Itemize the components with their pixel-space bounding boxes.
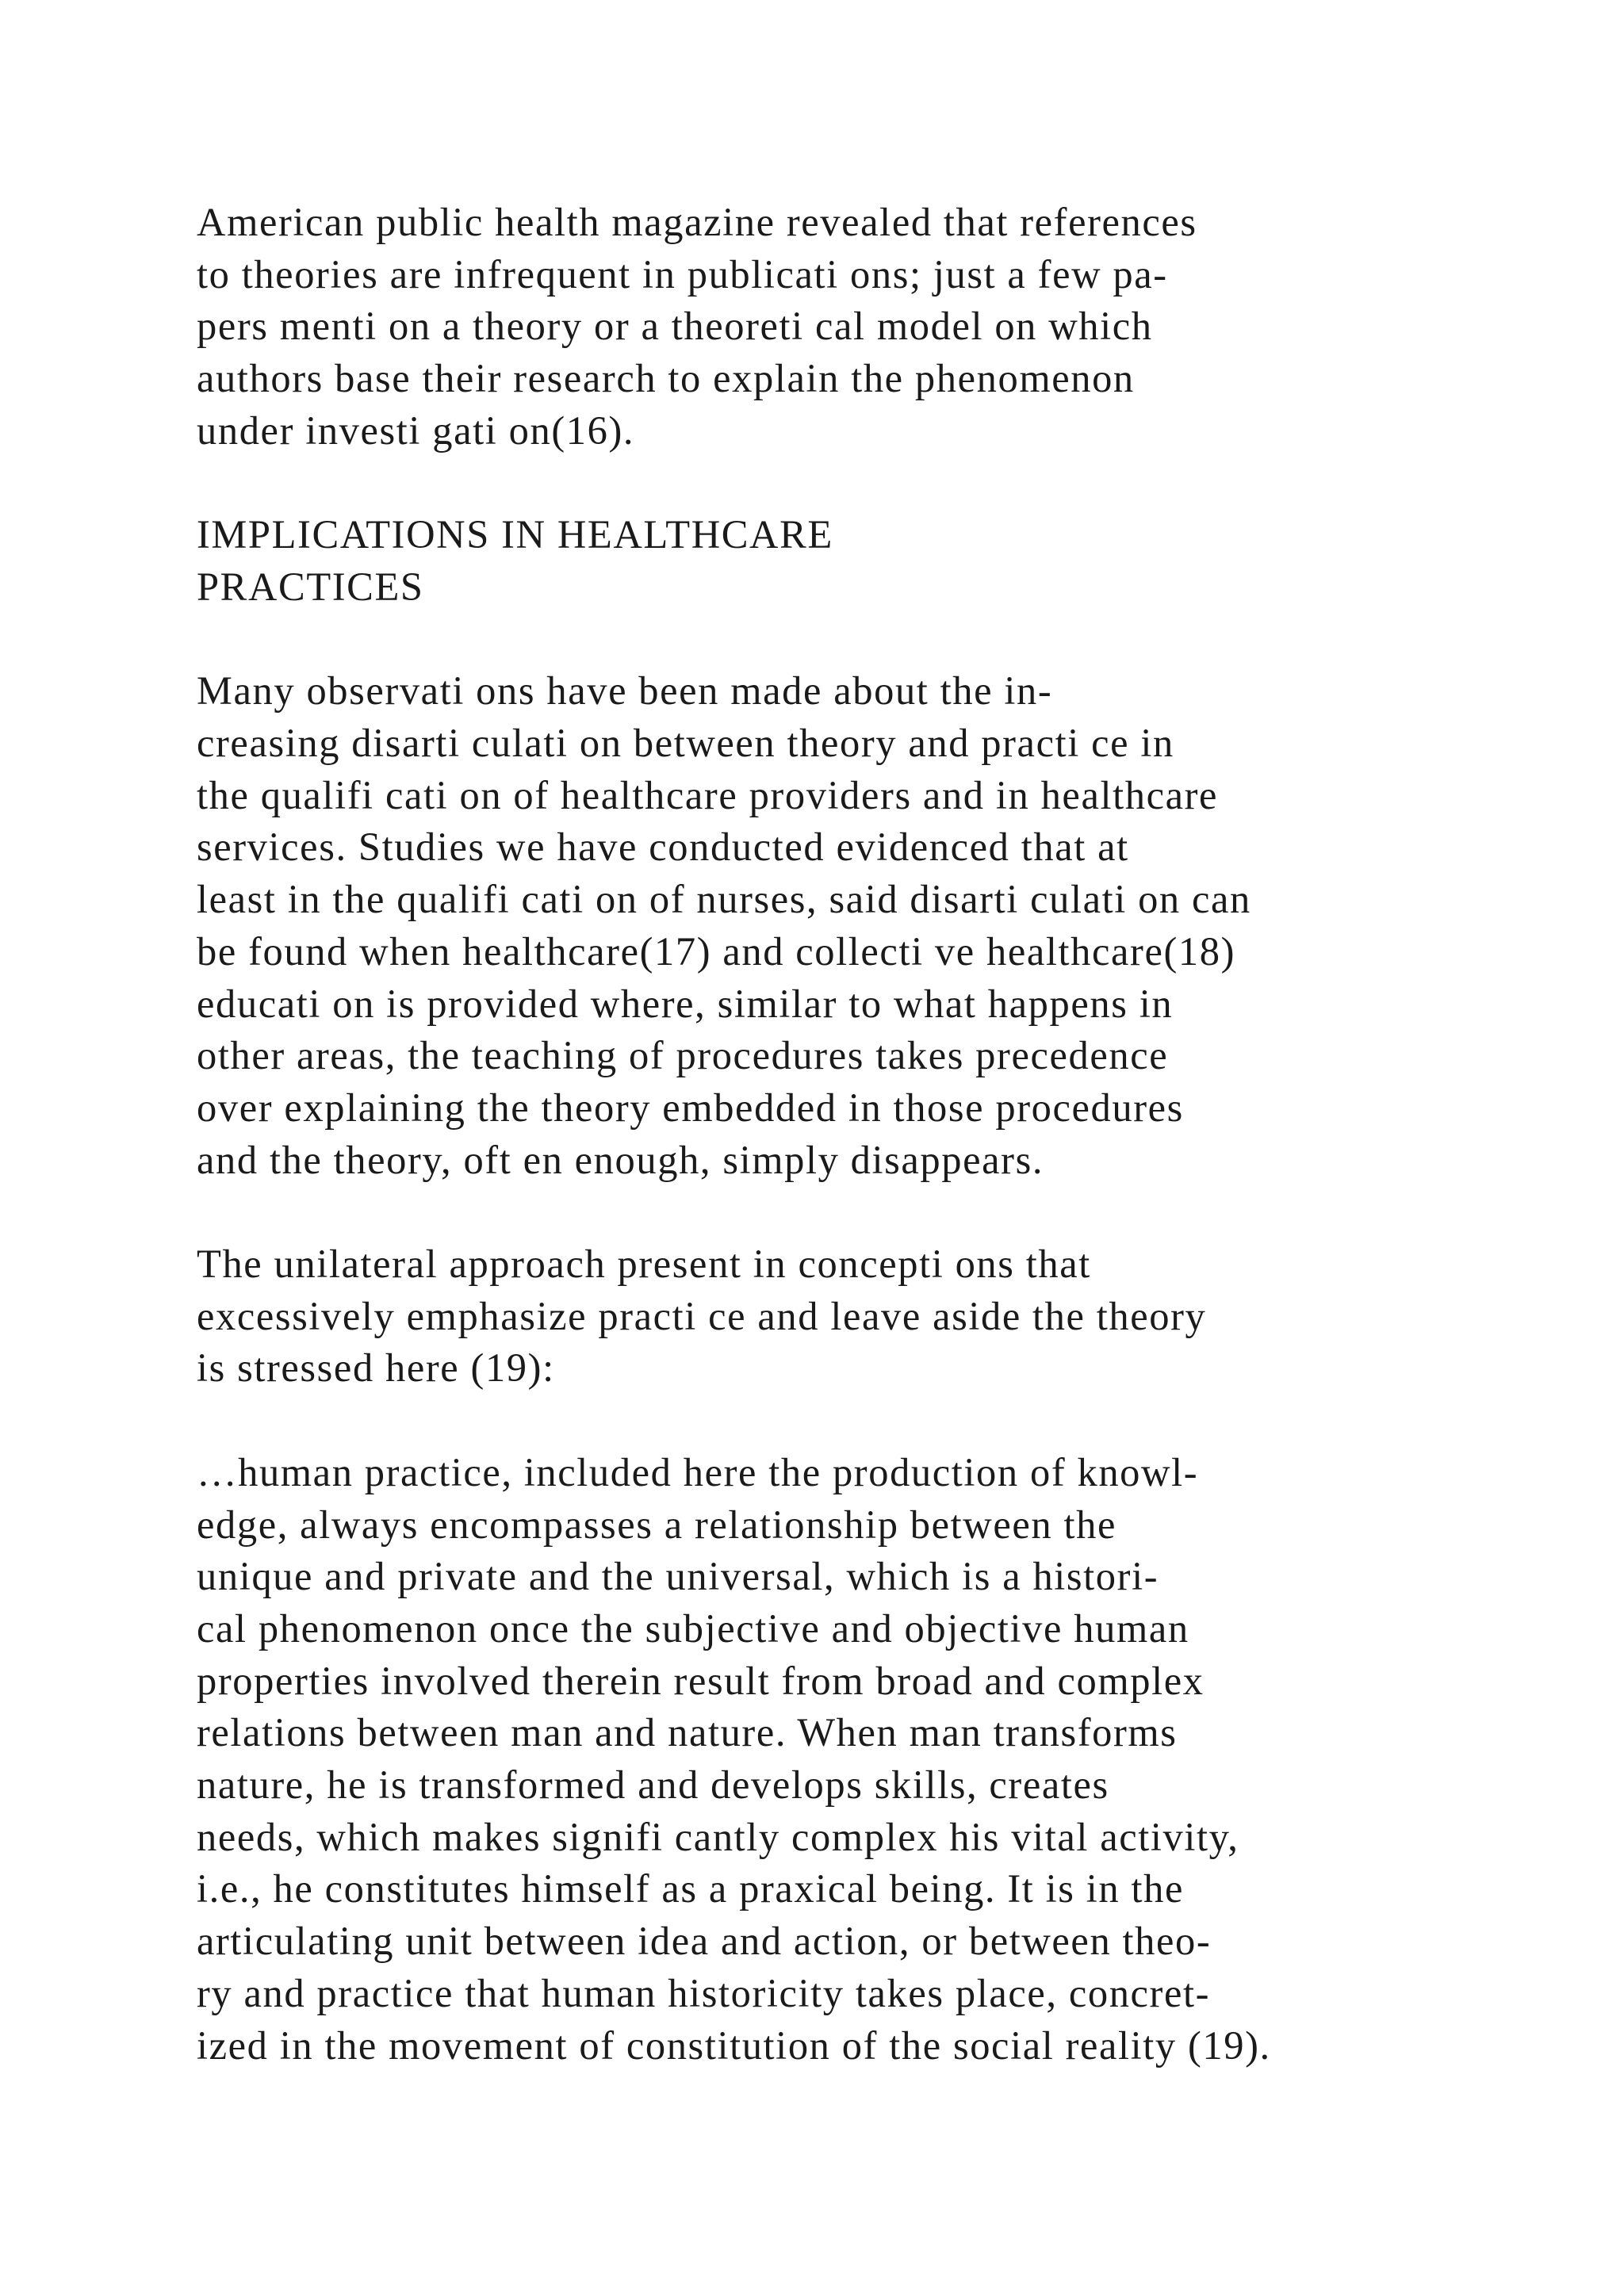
- text-line: pers menti on a theory or a theoreti cal model on which: [197, 304, 1153, 349]
- text-line: educati on is provided where, similar to what happens in: [197, 981, 1174, 1026]
- document-body: [197, 197, 1561, 2072]
- text-line: unique and private and the universal, which is a histori-: [197, 1554, 1159, 1599]
- heading-line: PRACTICES: [197, 564, 424, 609]
- text-line: services. Studies we have conducted evidenced that at: [197, 825, 1129, 870]
- heading-line: IMPLICATIONS IN HEALTHCARE: [197, 512, 833, 557]
- text-line: under investi gati on(16).: [197, 408, 635, 453]
- text-line: properties involved therein result from broad and complex: [197, 1658, 1205, 1703]
- text-line: edge, always encompasses a relationship between the: [197, 1502, 1116, 1547]
- text-line: cal phenomenon once the subjective and objective human: [197, 1605, 1189, 1651]
- paragraph-gap: [197, 1395, 1561, 1447]
- text-line: ized in the movement of constitution of the social reality (19).: [197, 2022, 1271, 2068]
- text-line: authors base their research to explain the phenomenon: [197, 356, 1135, 401]
- text-line: excessively emphasize practi ce and leave aside the theory: [197, 1293, 1207, 1338]
- text-line: and the theory, oft en enough, simply disappears.: [197, 1137, 1044, 1182]
- text-line: over explaining the theory embedded in those procedures: [197, 1085, 1184, 1130]
- paragraph-observations: [197, 665, 1561, 1186]
- text-line: be found when healthcare(17) and collecti ve healthcare(18): [197, 928, 1235, 974]
- text-line: articulating unit between idea and action, or between theo-: [197, 1919, 1212, 1964]
- text-line: creasing disarti culati on between theory and practi ce in: [197, 721, 1174, 765]
- paragraph-gap: [197, 1186, 1561, 1238]
- section-heading: [197, 509, 1561, 613]
- paragraph-quote: [197, 1447, 1561, 2072]
- text-line: other areas, the teaching of procedures takes precedence: [197, 1033, 1169, 1078]
- text-line: needs, which makes signifi cantly complex his vital activity,: [197, 1814, 1239, 1859]
- text-line: Many observati ons have been made about the in-: [197, 668, 1053, 714]
- text-line: the qualifi cati on of healthcare providers and in healthcare: [197, 772, 1219, 817]
- paragraph-unilateral: [197, 1238, 1561, 1395]
- paragraph-intro: [197, 197, 1561, 457]
- text-line: ry and practice that human historicity takes place, concret-: [197, 1970, 1211, 2015]
- text-line: …human practice, included here the production of knowl-: [197, 1449, 1199, 1494]
- paragraph-gap: [197, 457, 1561, 510]
- paragraph-gap: [197, 614, 1561, 666]
- text-line: nature, he is transformed and develops skills, creates: [197, 1762, 1109, 1808]
- text-line: American public health magazine revealed that references: [197, 200, 1197, 244]
- text-line: to theories are infrequent in publicati ons; just a few pa-: [197, 251, 1168, 297]
- text-line: least in the qualifi cati on of nurses, said disarti culati on can: [197, 877, 1251, 922]
- text-line: is stressed here (19):: [197, 1345, 555, 1391]
- text-line: i.e., he constitutes himself as a praxical being. It is in the: [197, 1866, 1184, 1911]
- text-line: relations between man and nature. When man transforms: [197, 1710, 1178, 1755]
- text-line: The unilateral approach present in concepti ons that: [197, 1242, 1091, 1287]
